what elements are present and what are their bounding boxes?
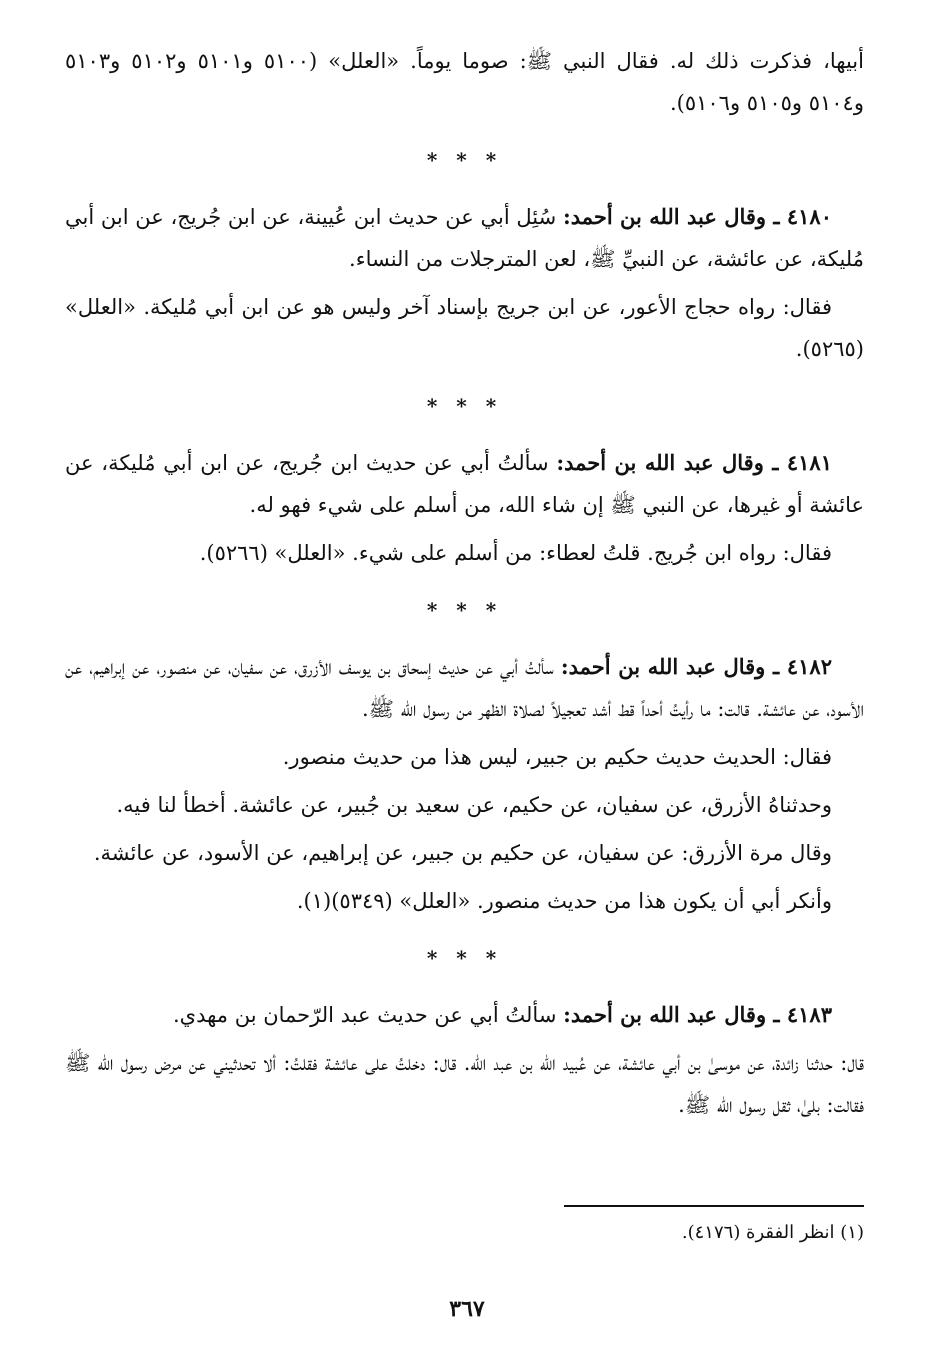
- entry-number: ٤١٨٠: [786, 204, 832, 229]
- entry-heading: ـ وقال عبد الله بن أحمد:: [562, 204, 787, 229]
- entry-paragraph: وقال مرة الأزرق: عن سفيان، عن حكيم بن جبير، عن إبراهيم، عن الأسود، عن عائشة.: [93, 841, 832, 865]
- separator: * * *: [426, 394, 503, 418]
- entry-body: [65, 196, 864, 280]
- entry-paragraph: وأنكر أبي أن يكون هذا من حديث منصور. «العلل» (٥٣٤٩)(١).: [296, 889, 832, 913]
- entry-4182: [65, 646, 864, 922]
- entry-heading: ـ وقال عبد الله بن أحمد:: [563, 1002, 787, 1027]
- entry-heading: ـ وقال عبد الله بن أحمد:: [556, 450, 787, 475]
- entry-paragraph: فقال: رواه ابن جُريج. قلتُ لعطاء: من أسلم على شيء. «العلل» (٥٢٦٦).: [199, 541, 832, 565]
- entry-body: [65, 646, 864, 730]
- entry-text: سألتُ أبي عن حديث إسحاق بن يوسف الأزرق، عن سفيان، عن منصور، عن إبراهيم، عن الأسود، عن عائشة. قالت: ما رأيتُ أحداً قط أشد تعجيلاً لصلاة الظهر من رسول الله ﷺ.: [65, 655, 864, 721]
- separator: * * *: [426, 598, 503, 622]
- entry-paragraph: فقال: الحديث حديث حكيم بن جبير، ليس هذا من حديث منصور.: [282, 745, 832, 769]
- separator: * * *: [426, 148, 503, 172]
- entry-4180: [65, 196, 864, 370]
- entry-text: سألتُ أبي عن حديث ابن جُريج، عن ابن أبي مُليكة، عن عائشة أو غيرها، عن النبي ﷺ إن شاء الله، من أسلم على شيء فهو له.: [65, 451, 864, 517]
- entry-number: ٤١٨١: [786, 450, 832, 475]
- entry-body: [65, 994, 864, 1036]
- entry-number: ٤١٨٣: [786, 1002, 832, 1027]
- entry-heading: ـ وقال عبد الله بن أحمد:: [560, 654, 787, 679]
- separator: * * *: [426, 946, 503, 970]
- entry-paragraph: فقال: رواه حجاج الأعور، عن ابن جريج بإسناد آخر وليس هو عن ابن أبي مُليكة. «العلل» (٥٢٦٥).: [65, 295, 864, 361]
- entry-paragraph: وحدثناهُ الأزرق، عن سفيان، عن حكيم، عن سعيد بن جُبير، عن عائشة. أخطأ لنا فيه.: [116, 793, 832, 817]
- entry-text: سألتُ أبي عن حديث عبد الرّحمان بن مهدي.: [172, 1003, 564, 1027]
- entry-4183: [65, 994, 864, 1126]
- page-number: ٣٦٧: [449, 1296, 485, 1322]
- entry-number: ٤١٨٢: [786, 654, 832, 679]
- entry-body: [65, 442, 864, 526]
- intro-paragraph: أبيها، فذكرت ذلك له. فقال النبي ﷺ: صوما يوماً. «العلل» (٥١٠٠ و٥١٠١ و٥١٠٢ و٥١٠٣ و٥١٠٤ و٥١٠٥ و٥١٠٦).: [65, 49, 864, 115]
- entry-text: سُئِل أبي عن حديث ابن عُيينة، عن ابن جُريج، عن ابن أبي مُليكة، عن عائشة، عن النبيِّ ﷺ، لعن المترجلات من النساء.: [65, 205, 864, 271]
- entry-paragraph: قال: حدثنا زائدة، عن موسىٰ بن أبي عائشة، عن عُبيد الله بن عبد الله. قال: دخلتُ على عائشة فقلتُ: ألا تحدثيني عن مرض رسول الله ﷺ فقالت: بلىٰ، ثقل رسول الله ﷺ.: [65, 1051, 864, 1117]
- entry-4181: [65, 442, 864, 574]
- footnote: (١) انظر الفقرة (٤١٧٦).: [681, 1222, 864, 1243]
